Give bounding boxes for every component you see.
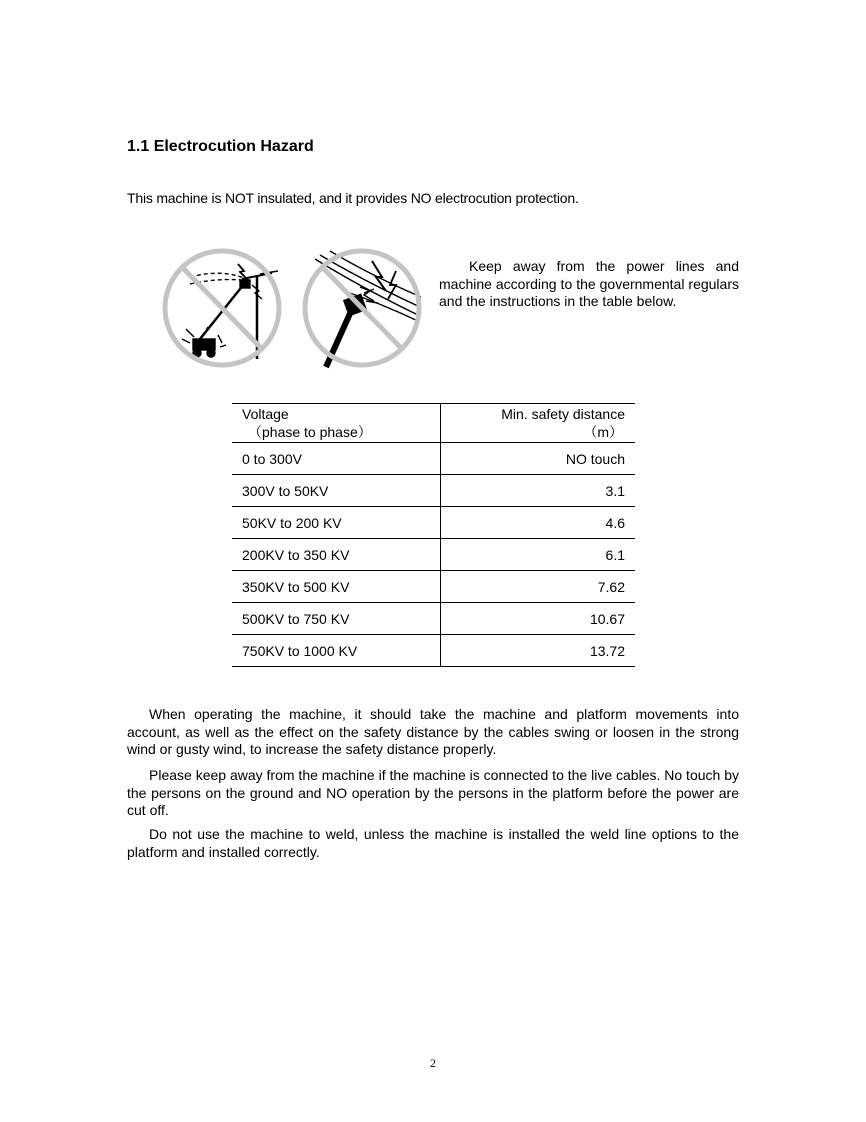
no-platform-near-power-line-icon [160, 247, 285, 370]
distance-cell: 3.1 [441, 475, 636, 507]
distance-column-header [441, 404, 636, 443]
distance-cell: 13.72 [441, 635, 636, 667]
paragraph-welding: Do not use the machine to weld, unless the machine is installed the weld line options to the platform and installed correctly. [127, 826, 739, 860]
voltage-header-sublabel: （phase to phase） [248, 424, 372, 440]
voltage-cell: 300V to 50KV [232, 475, 441, 507]
page-number: 2 [430, 1056, 436, 1070]
distance-cell: 6.1 [441, 539, 636, 571]
distance-cell: 10.67 [441, 603, 636, 635]
voltage-cell: 500KV to 750 KV [232, 603, 441, 635]
voltage-cell: 750KV to 1000 KV [232, 635, 441, 667]
table-row [232, 571, 635, 603]
distance-header-label: Min. safety distance [501, 406, 625, 422]
distance-cell: 7.62 [441, 571, 636, 603]
voltage-header-label: Voltage [242, 406, 289, 422]
distance-cell: 4.6 [441, 507, 636, 539]
table-header-row [232, 404, 635, 443]
table-row [232, 475, 635, 507]
table-row [232, 443, 635, 475]
safety-distance-table [232, 403, 635, 667]
paragraph-operating-safety: When operating the machine, it should take the machine and platform movements into account, as well as the effect on the safety distance by the cables swing or loosen in the strong wind or gusty wind, to increase the safety distance properly. [127, 706, 739, 757]
intro-text: This machine is NOT insulated, and it provides NO electrocution protection. [127, 190, 579, 206]
no-touching-power-line-icon [300, 247, 423, 370]
table-row [232, 635, 635, 667]
paragraph-live-cables: Please keep away from the machine if the machine is connected to the live cables. No touch by the persons on the ground and NO operation by the persons in the platform before the power are cut off. [127, 767, 739, 818]
distance-cell: NO touch [441, 443, 636, 475]
table-row [232, 539, 635, 571]
voltage-cell: 350KV to 500 KV [232, 571, 441, 603]
voltage-column-header [232, 404, 441, 443]
table-row [232, 603, 635, 635]
voltage-cell: 200KV to 350 KV [232, 539, 441, 571]
voltage-cell: 50KV to 200 KV [232, 507, 441, 539]
section-heading: 1.1 Electrocution Hazard [127, 138, 314, 155]
distance-header-sublabel: （m） [583, 424, 623, 440]
voltage-cell: 0 to 300V [232, 443, 441, 475]
keep-away-instruction: Keep away from the power lines and machine according to the governmental regulars and the instructions in the table below. [439, 258, 739, 309]
table-row [232, 507, 635, 539]
